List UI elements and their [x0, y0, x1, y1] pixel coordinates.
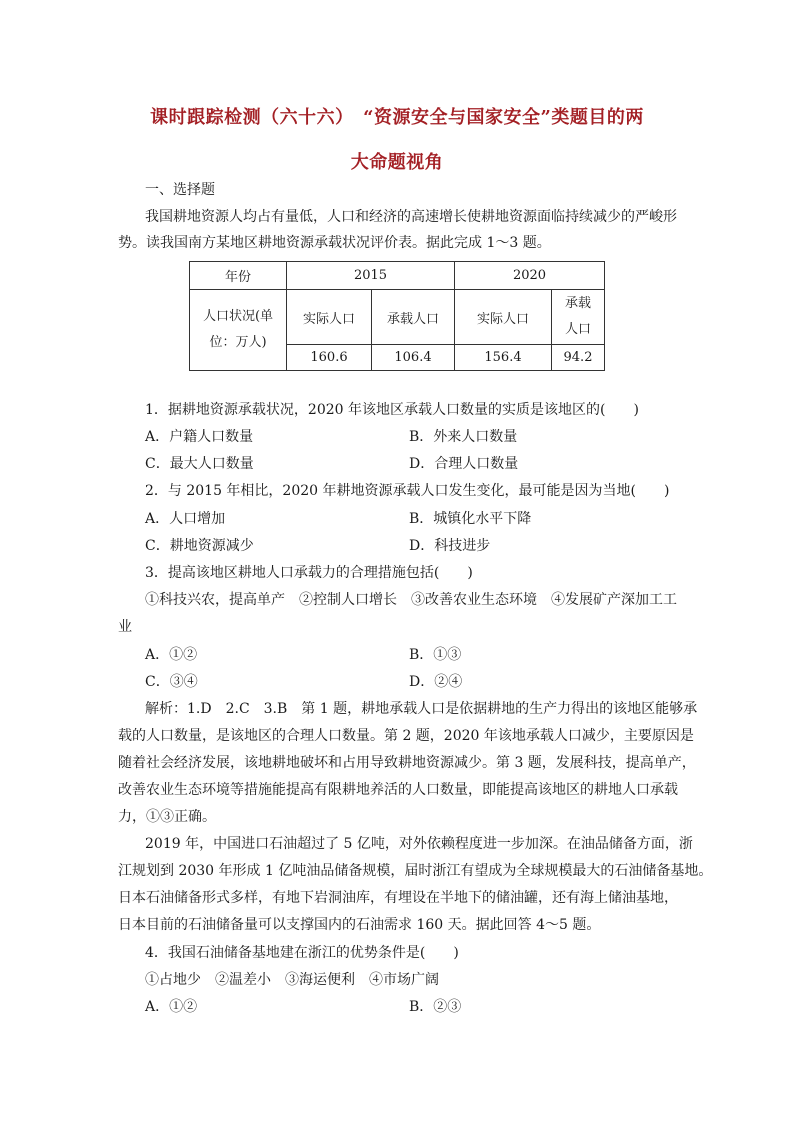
- page-title-line2: 大命题视角: [350, 152, 444, 173]
- q2-option-d: D．科技进步: [409, 538, 491, 554]
- table-header-2015: 2015: [287, 262, 455, 290]
- table-row-label: [190, 290, 287, 371]
- question-4-stem: 4．我国石油储备基地建在浙江的优势条件是( ): [145, 945, 459, 961]
- passage-line: 日本石油储备形式多样，有地下岩洞油库，有埋设在半地下的储油罐，还有海上储油基地，: [118, 890, 678, 906]
- q4-option-a: A．①②: [145, 999, 198, 1015]
- table-col-carry-2020-line: 承载: [564, 296, 591, 311]
- q2-option-a: A．人口增加: [145, 511, 226, 527]
- q2-option-c: C．耕地资源减少: [145, 538, 254, 554]
- intro-line: 势。读我国南方某地区耕地资源承载状况评价表。据此完成 1～3 题。: [118, 235, 551, 251]
- q3-option-a: A．①②: [145, 647, 198, 663]
- q1-option-d: D．合理人口数量: [409, 456, 519, 472]
- population-table: [189, 261, 605, 371]
- table-col-carry-2020-line: 人口: [564, 322, 591, 337]
- analysis-line: 随着社会经济发展，该地耕地破坏和占用导致耕地资源减少。第 3 题，发展科技，提高单产，: [118, 755, 696, 771]
- question-3-items: 业: [118, 619, 132, 635]
- section-heading: 一、选择题: [145, 182, 215, 198]
- table-col-carry-2020: [552, 290, 605, 345]
- table-cell: 160.6: [287, 345, 372, 371]
- table-col-actual-2020: 实际人口: [455, 290, 552, 345]
- analysis-line: 力，①③正确。: [118, 809, 216, 825]
- analysis-line: 解析：1.D 2.C 3.B 第 1 题，耕地承载人口是依据耕地的生产力得出的该地区能够承: [145, 701, 698, 717]
- q3-option-b: B．①③: [409, 647, 462, 663]
- table-row-label-line: 人口状况(单: [202, 309, 274, 324]
- analysis-line: 载的人口数量，是该地区的合理人口数量。第 2 题，2020 年该地承载人口减少，主要原因是: [118, 728, 694, 744]
- table-col-carry-2015: 承载人口: [372, 290, 455, 345]
- table-cell: 94.2: [552, 345, 605, 371]
- q1-option-b: B．外来人口数量: [409, 429, 518, 445]
- table-header-year: 年份: [190, 262, 287, 290]
- table-row-label-line: 位：万人): [209, 335, 267, 350]
- analysis-line: 改善农业生态环境等措施能提高有限耕地养活的人口数量，即能提高该地区的耕地人口承载: [118, 782, 678, 798]
- question-3-items: ①科技兴农，提高单产 ②控制人口增长 ③改善农业生态环境 ④发展矿产深加工工: [145, 592, 677, 608]
- table-header-2020: 2020: [455, 262, 605, 290]
- page-title-line1: 课时跟踪检测（六十六） “资源安全与国家安全”类题目的两: [150, 107, 644, 128]
- q3-option-d: D．②④: [409, 674, 463, 690]
- question-3-stem: 3．提高该地区耕地人口承载力的合理措施包括( ): [145, 565, 473, 581]
- question-2-stem: 2．与 2015 年相比，2020 年耕地资源承载人口发生变化，最可能是因为当地( ): [145, 483, 670, 499]
- q4-option-b: B．②③: [409, 999, 462, 1015]
- intro-line: 我国耕地资源人均占有量低，人口和经济的高速增长使耕地资源面临持续减少的严峻形: [145, 209, 677, 225]
- table-cell: 156.4: [455, 345, 552, 371]
- table-cell: 106.4: [372, 345, 455, 371]
- passage-line: 日本目前的石油储备量可以支撑国内的石油需求 160 天。据此回答 4～5 题。: [118, 917, 601, 933]
- q1-option-a: A．户籍人口数量: [145, 429, 254, 445]
- q2-option-b: B．城镇化水平下降: [409, 511, 532, 527]
- q1-option-c: C．最大人口数量: [145, 456, 254, 472]
- passage-line: 2019 年，中国进口石油超过了 5 亿吨，对外依赖程度进一步加深。在油品储备方面，浙: [145, 836, 693, 852]
- passage-line: 江规划到 2030 年形成 1 亿吨油品储备规模，届时浙江有望成为全球规模最大的石油储备基地。: [118, 863, 713, 879]
- q3-option-c: C．③④: [145, 674, 198, 690]
- question-1-stem: 1．据耕地资源承载状况，2020 年该地区承载人口数量的实质是该地区的( ): [145, 402, 639, 418]
- question-4-items: ①占地少 ②温差小 ③海运便利 ④市场广阔: [145, 972, 439, 988]
- table-col-actual-2015: 实际人口: [287, 290, 372, 345]
